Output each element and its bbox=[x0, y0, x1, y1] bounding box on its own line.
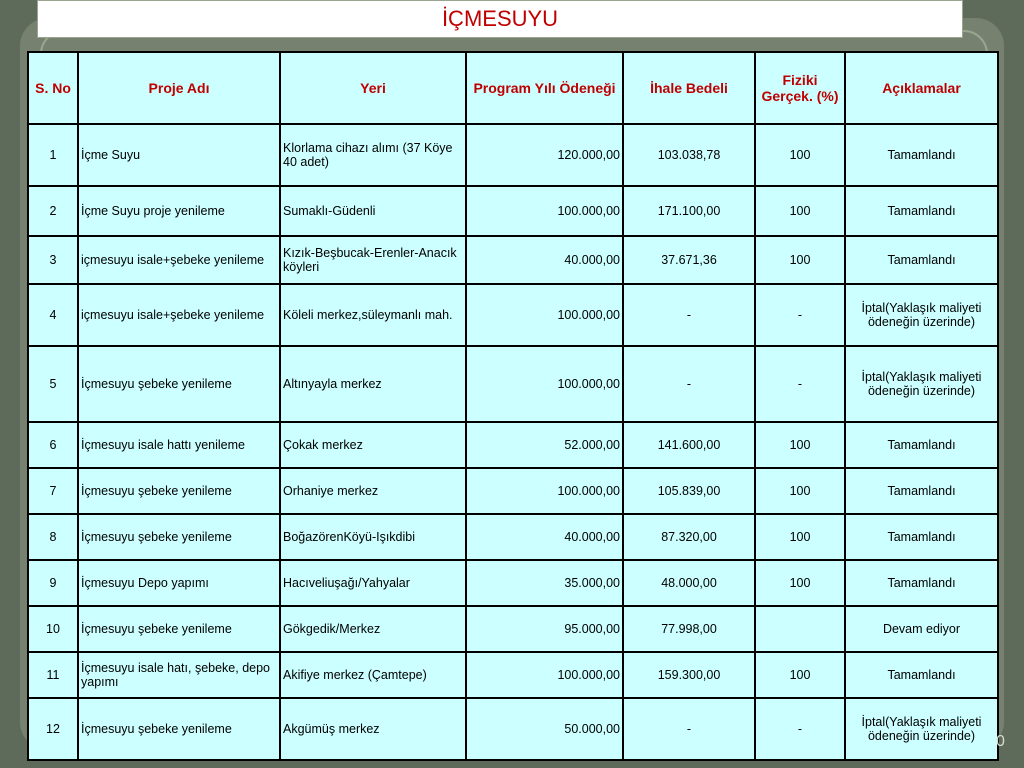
cell-ihale-bedeli: 37.671,36 bbox=[623, 236, 755, 284]
cell-yeri: Altınyayla merkez bbox=[280, 346, 466, 422]
cell-aciklamalar: Tamamlandı bbox=[845, 186, 998, 236]
cell-sno: 7 bbox=[28, 468, 78, 514]
cell-ihale-bedeli: 105.839,00 bbox=[623, 468, 755, 514]
table-row bbox=[28, 422, 998, 468]
header-ihale-bedeli: İhale Bedeli bbox=[623, 52, 755, 124]
cell-ihale-bedeli: 103.038,78 bbox=[623, 124, 755, 186]
table-row bbox=[28, 468, 998, 514]
cell-aciklamalar: Tamamlandı bbox=[845, 514, 998, 560]
table-row bbox=[28, 124, 998, 186]
header-aciklamalar: Açıklamalar bbox=[845, 52, 998, 124]
cell-sno: 6 bbox=[28, 422, 78, 468]
table-row bbox=[28, 284, 998, 346]
table-row bbox=[28, 236, 998, 284]
cell-proje-adi: İçmesuyu şebeke yenileme bbox=[78, 514, 280, 560]
cell-fiziki-gercek: 100 bbox=[755, 422, 845, 468]
table-row bbox=[28, 652, 998, 698]
cell-aciklamalar: Tamamlandı bbox=[845, 652, 998, 698]
cell-fiziki-gercek: 100 bbox=[755, 560, 845, 606]
table-row bbox=[28, 698, 998, 760]
cell-proje-adi: içmesuyu isale+şebeke yenileme bbox=[78, 284, 280, 346]
cell-program-yili-odenegi: 100.000,00 bbox=[466, 284, 623, 346]
header-yeri: Yeri bbox=[280, 52, 466, 124]
cell-program-yili-odenegi: 100.000,00 bbox=[466, 468, 623, 514]
title-box bbox=[37, 0, 963, 38]
cell-proje-adi: İçmesuyu isale hattı yenileme bbox=[78, 422, 280, 468]
cell-fiziki-gercek: - bbox=[755, 346, 845, 422]
cell-proje-adi: İçme Suyu bbox=[78, 124, 280, 186]
cell-sno: 8 bbox=[28, 514, 78, 560]
cell-program-yili-odenegi: 100.000,00 bbox=[466, 186, 623, 236]
cell-aciklamalar: Tamamlandı bbox=[845, 468, 998, 514]
cell-aciklamalar: Tamamlandı bbox=[845, 124, 998, 186]
cell-ihale-bedeli: 77.998,00 bbox=[623, 606, 755, 652]
cell-ihale-bedeli: 171.100,00 bbox=[623, 186, 755, 236]
cell-sno: 12 bbox=[28, 698, 78, 760]
cell-proje-adi: İçme Suyu proje yenileme bbox=[78, 186, 280, 236]
header-program-yili-odenegi: Program Yılı Ödeneği bbox=[466, 52, 623, 124]
cell-aciklamalar: İptal(Yaklaşık maliyeti ödeneğin üzerinde) bbox=[845, 284, 998, 346]
header-sno: S. No bbox=[28, 52, 78, 124]
cell-ihale-bedeli: - bbox=[623, 698, 755, 760]
header-fiziki-gercek: Fiziki Gerçek. (%) bbox=[755, 52, 845, 124]
cell-yeri: Klorlama cihazı alımı (37 Köye 40 adet) bbox=[280, 124, 466, 186]
table-row bbox=[28, 346, 998, 422]
cell-fiziki-gercek: 100 bbox=[755, 652, 845, 698]
cell-fiziki-gercek: 100 bbox=[755, 514, 845, 560]
cell-aciklamalar: Tamamlandı bbox=[845, 422, 998, 468]
cell-fiziki-gercek: 100 bbox=[755, 236, 845, 284]
cell-aciklamalar: Tamamlandı bbox=[845, 236, 998, 284]
cell-program-yili-odenegi: 100.000,00 bbox=[466, 652, 623, 698]
cell-yeri: Çokak merkez bbox=[280, 422, 466, 468]
cell-proje-adi: içmesuyu isale+şebeke yenileme bbox=[78, 236, 280, 284]
cell-yeri: Sumaklı-Güdenli bbox=[280, 186, 466, 236]
cell-aciklamalar: İptal(Yaklaşık maliyeti ödeneğin üzerinde) bbox=[845, 346, 998, 422]
cell-program-yili-odenegi: 52.000,00 bbox=[466, 422, 623, 468]
table-row bbox=[28, 560, 998, 606]
cell-fiziki-gercek: 100 bbox=[755, 186, 845, 236]
cell-sno: 10 bbox=[28, 606, 78, 652]
header-proje-adi: Proje Adı bbox=[78, 52, 280, 124]
cell-ihale-bedeli: 141.600,00 bbox=[623, 422, 755, 468]
table-row bbox=[28, 186, 998, 236]
cell-proje-adi: İçmesuyu şebeke yenileme bbox=[78, 468, 280, 514]
cell-proje-adi: İçmesuyu Depo yapımı bbox=[78, 560, 280, 606]
cell-program-yili-odenegi: 95.000,00 bbox=[466, 606, 623, 652]
cell-sno: 5 bbox=[28, 346, 78, 422]
cell-ihale-bedeli: 48.000,00 bbox=[623, 560, 755, 606]
cell-proje-adi: İçmesuyu şebeke yenileme bbox=[78, 606, 280, 652]
cell-yeri: Orhaniye merkez bbox=[280, 468, 466, 514]
cell-program-yili-odenegi: 50.000,00 bbox=[466, 698, 623, 760]
cell-yeri: Hacıveliuşağı/Yahyalar bbox=[280, 560, 466, 606]
table-row bbox=[28, 514, 998, 560]
cell-ihale-bedeli: - bbox=[623, 346, 755, 422]
cell-yeri: Gökgedik/Merkez bbox=[280, 606, 466, 652]
cell-sno: 4 bbox=[28, 284, 78, 346]
projects-table bbox=[27, 51, 999, 761]
cell-fiziki-gercek: - bbox=[755, 698, 845, 760]
cell-sno: 11 bbox=[28, 652, 78, 698]
cell-sno: 3 bbox=[28, 236, 78, 284]
cell-sno: 1 bbox=[28, 124, 78, 186]
cell-yeri: Akifiye merkez (Çamtepe) bbox=[280, 652, 466, 698]
cell-sno: 2 bbox=[28, 186, 78, 236]
cell-fiziki-gercek bbox=[755, 606, 845, 652]
cell-fiziki-gercek: - bbox=[755, 284, 845, 346]
cell-program-yili-odenegi: 120.000,00 bbox=[466, 124, 623, 186]
cell-program-yili-odenegi: 100.000,00 bbox=[466, 346, 623, 422]
cell-proje-adi: İçmesuyu isale hatı, şebeke, depo yapımı bbox=[78, 652, 280, 698]
cell-yeri: Kızık-Beşbucak-Erenler-Anacık köyleri bbox=[280, 236, 466, 284]
slide-title: İÇMESUYU bbox=[441, 6, 559, 31]
cell-program-yili-odenegi: 40.000,00 bbox=[466, 236, 623, 284]
cell-proje-adi: İçmesuyu şebeke yenileme bbox=[78, 346, 280, 422]
cell-program-yili-odenegi: 35.000,00 bbox=[466, 560, 623, 606]
cell-aciklamalar: Devam ediyor bbox=[845, 606, 998, 652]
cell-aciklamalar: İptal(Yaklaşık maliyeti ödeneğin üzerinde) bbox=[845, 698, 998, 760]
cell-sno: 9 bbox=[28, 560, 78, 606]
cell-program-yili-odenegi: 40.000,00 bbox=[466, 514, 623, 560]
cell-yeri: Akgümüş merkez bbox=[280, 698, 466, 760]
cell-aciklamalar: Tamamlandı bbox=[845, 560, 998, 606]
cell-ihale-bedeli: 159.300,00 bbox=[623, 652, 755, 698]
cell-ihale-bedeli: - bbox=[623, 284, 755, 346]
table-row bbox=[28, 606, 998, 652]
table-header-row bbox=[28, 52, 998, 124]
page-number: 0 bbox=[996, 733, 1005, 750]
cell-yeri: BoğazörenKöyü-Işıkdibi bbox=[280, 514, 466, 560]
cell-fiziki-gercek: 100 bbox=[755, 468, 845, 514]
cell-proje-adi: İçmesuyu şebeke yenileme bbox=[78, 698, 280, 760]
cell-fiziki-gercek: 100 bbox=[755, 124, 845, 186]
cell-ihale-bedeli: 87.320,00 bbox=[623, 514, 755, 560]
cell-yeri: Köleli merkez,süleymanlı mah. bbox=[280, 284, 466, 346]
